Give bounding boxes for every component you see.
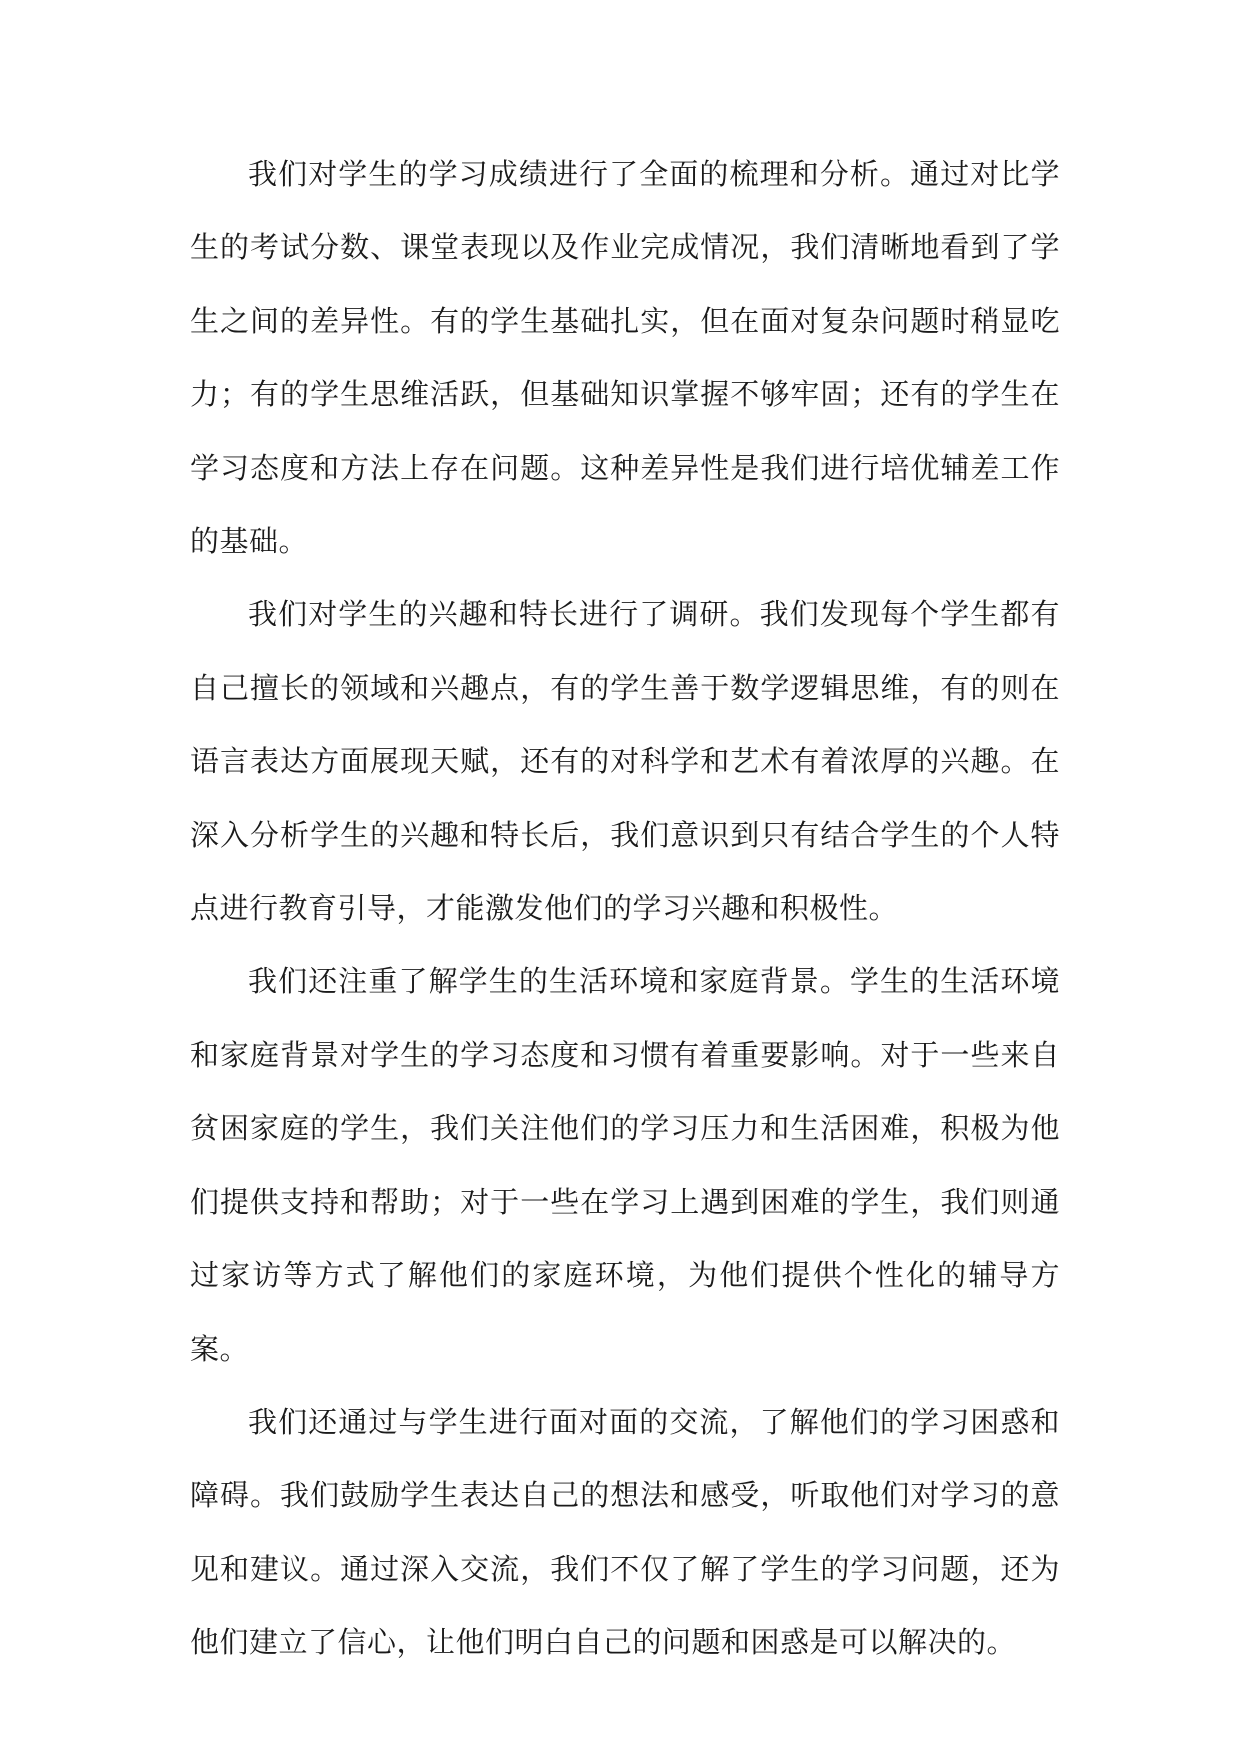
document-body bbox=[190, 138, 1060, 1680]
paragraph-family-background: 我们还注重了解学生的生活环境和家庭背景。学生的生活环境和家庭背景对学生的学习态度和习惯有着重要影响。对于一些来自贫困家庭的学生，我们关注他们的学习压力和生活困难，积极为他们提供支持和帮助；对于一些在学习上遇到困难的学生，我们则通过家访等方式了解他们的家庭环境，为他们提供个性化的辅导方案。 bbox=[190, 964, 1060, 1366]
paragraph-student-grades: 我们对学生的学习成绩进行了全面的梳理和分析。通过对比学生的考试分数、课堂表现以及作业完成情况，我们清晰地看到了学生之间的差异性。有的学生基础扎实，但在面对复杂问题时稍显吃力；有的学生思维活跃，但基础知识掌握不够牢固；还有的学生在学习态度和方法上存在问题。这种差异性是我们进行培优辅差工作的基础。 bbox=[190, 157, 1060, 559]
paragraph-student-communication: 我们还通过与学生进行面对面的交流，了解他们的学习困惑和障碍。我们鼓励学生表达自己的想法和感受，听取他们对学习的意见和建议。通过深入交流，我们不仅了解了学生的学习问题，还为他们建立了信心，让他们明白自己的问题和困惑是可以解决的。 bbox=[190, 1404, 1060, 1660]
paragraph-student-interests: 我们对学生的兴趣和特长进行了调研。我们发现每个学生都有自己擅长的领域和兴趣点，有的学生善于数学逻辑思维，有的则在语言表达方面展现天赋，还有的对科学和艺术有着浓厚的兴趣。在深入分析学生的兴趣和特长后，我们意识到只有结合学生的个人特点进行教育引导，才能激发他们的学习兴趣和积极性。 bbox=[190, 597, 1060, 926]
